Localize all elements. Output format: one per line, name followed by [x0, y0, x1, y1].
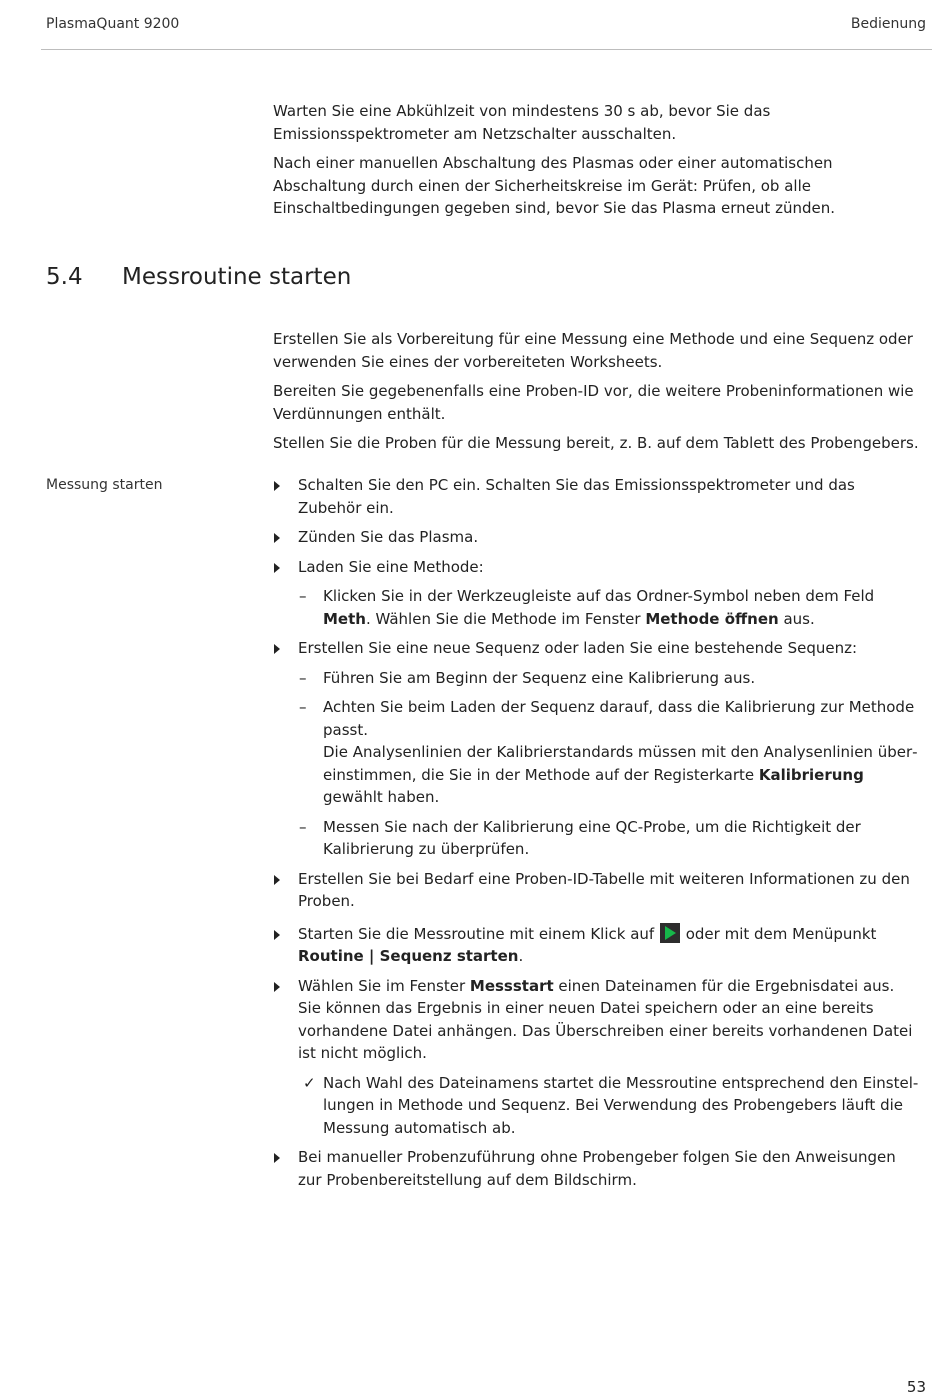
step-5	[273, 868, 923, 913]
step-2	[273, 526, 923, 549]
step-3-substep-1	[298, 585, 923, 630]
substep-text: gewählt haben.	[323, 788, 440, 806]
window-name-methode-oeffnen: Methode öffnen	[645, 609, 779, 628]
window-name-messstart: Messstart	[469, 976, 554, 995]
intro-paragraph-2: Nach einer manuellen Abschaltung des Plasmas oder einer automatischen Abschaltung durch einen der Sicherheitskreise im Gerät: Prüfen, ob alle Einschaltbedingungen gegeben sind, bevor Sie das Plasma erneut zünden.	[273, 154, 835, 217]
step-8	[273, 1146, 923, 1191]
substep-text: aus.	[778, 609, 815, 628]
tab-name-kalibrierung: Kalibrierung	[758, 765, 864, 784]
substep-text: Klicken Sie in der Werkzeugleiste auf das Ordner-Symbol neben dem Feld	[323, 587, 875, 605]
intro-paragraph-1: Warten Sie eine Abkühlzeit von mindestens 30 s ab, bevor Sie das Emissionsspektrometer am Netzschalter ausschalten.	[273, 102, 771, 143]
triangle-bullet-icon	[274, 930, 280, 940]
step-1-text: Schalten Sie den PC ein. Schalten Sie das Emissionsspektrometer und das Zubehör ein.	[298, 476, 855, 517]
field-name-meth: Meth	[323, 609, 366, 628]
page-header	[46, 16, 926, 36]
step-4-text: Erstellen Sie eine neue Sequenz oder laden Sie eine bestehende Sequenz:	[298, 639, 858, 657]
substep-text: Die Analysenlinien der Kalibrierstandards müssen mit den Analysenlinien übereinstimmen, die Sie in der Methode auf der Registerkarte	[323, 743, 918, 784]
play-icon	[660, 923, 680, 943]
step-4-substep-2	[298, 696, 923, 809]
triangle-bullet-icon	[274, 533, 280, 543]
section-paragraph-1: Erstellen Sie als Vorbereitung für eine Messung eine Methode und eine Sequenz oder verwenden Sie eines der vorbereiteten Worksheets.	[273, 330, 913, 371]
step-1	[273, 474, 923, 519]
section-paragraph-3: Stellen Sie die Proben für die Messung bereit, z. B. auf dem Tablett des Probengebers.	[273, 434, 919, 452]
substep-text: Messen Sie nach der Kalibrierung eine QC-Probe, um die Richtigkeit der Kalibrierung zu überprüfen.	[323, 817, 861, 858]
menu-item-sequenz-starten: Routine | Sequenz starten	[298, 947, 519, 965]
step-7-note: Sie können das Ergebnis in einer neuen Datei speichern oder an eine bereits vorhandene Datei anhängen. Das Überschreiben einer bereits vorhandenen Datei ist nicht möglich.	[298, 999, 913, 1062]
step-4-substep-1	[298, 667, 923, 690]
step-6-text: Starten Sie die Messroutine mit einem Klick auf	[298, 924, 659, 943]
intro-block	[273, 100, 923, 227]
checkmark-icon: ✓	[303, 1073, 316, 1092]
step-3-sublist	[298, 585, 923, 630]
dash-bullet: –	[299, 698, 307, 716]
section-number: 5.4	[46, 264, 83, 290]
dash-bullet: –	[299, 587, 307, 605]
header-product: PlasmaQuant 9200	[46, 16, 180, 32]
result-text: Nach Wahl des Dateinamens startet die Messroutine entsprechend den Einstellungen in Methode und Sequenz. Bei Verwendung des Probengebers läuft die Messung automatisch ab.	[323, 1073, 919, 1137]
step-7	[273, 975, 923, 1140]
step-6	[273, 923, 923, 968]
margin-label: Messung starten	[46, 477, 163, 493]
steps-block	[273, 474, 923, 1198]
step-7-text: Wählen Sie im Fenster	[298, 976, 470, 995]
triangle-bullet-icon	[274, 982, 280, 992]
step-3	[273, 556, 923, 631]
page-number: 53	[906, 1378, 926, 1396]
step-5-text: Erstellen Sie bei Bedarf eine Proben-ID-Tabelle mit weiteren Informationen zu den Proben.	[298, 869, 910, 910]
step-3-text: Laden Sie eine Methode:	[298, 557, 484, 576]
step-4-substep-3	[298, 816, 923, 861]
step-7-text: einen Dateinamen für die Ergebnisdatei aus.	[553, 976, 895, 995]
step-4-sublist	[298, 667, 923, 861]
section-title: Messroutine starten	[122, 264, 352, 290]
step-7-result	[298, 1072, 923, 1140]
header-chapter: Bedienung	[850, 16, 926, 32]
triangle-bullet-icon	[274, 563, 280, 573]
step-6-text: oder mit dem Menüpunkt	[680, 924, 877, 943]
step-8-text: Bei manueller Probenzuführung ohne Probengeber folgen Sie den Anweisungen zur Probenbereitstellung auf dem Bildschirm.	[298, 1148, 896, 1189]
triangle-bullet-icon	[274, 1153, 280, 1163]
triangle-bullet-icon	[274, 481, 280, 491]
step-6-text: .	[518, 947, 524, 965]
triangle-bullet-icon	[274, 875, 280, 885]
substep-text: Führen Sie am Beginn der Sequenz eine Kalibrierung aus.	[323, 668, 756, 687]
substep-text: . Wählen Sie die Methode im Fenster	[365, 609, 646, 628]
header-rule	[41, 49, 932, 50]
step-2-text: Zünden Sie das Plasma.	[298, 528, 479, 546]
dash-bullet: –	[299, 668, 307, 687]
step-4	[273, 637, 923, 861]
step-list	[273, 474, 923, 1191]
substep-text: Achten Sie beim Laden der Sequenz darauf, dass die Kalibrierung zur Methode passt.	[323, 698, 915, 739]
section-paragraph-2: Bereiten Sie gegebenenfalls eine Proben-ID vor, die weitere Probeninformationen wie Verdünnungen enthält.	[273, 382, 914, 423]
triangle-bullet-icon	[274, 644, 280, 654]
section-intro	[273, 328, 923, 462]
dash-bullet: –	[299, 817, 307, 836]
